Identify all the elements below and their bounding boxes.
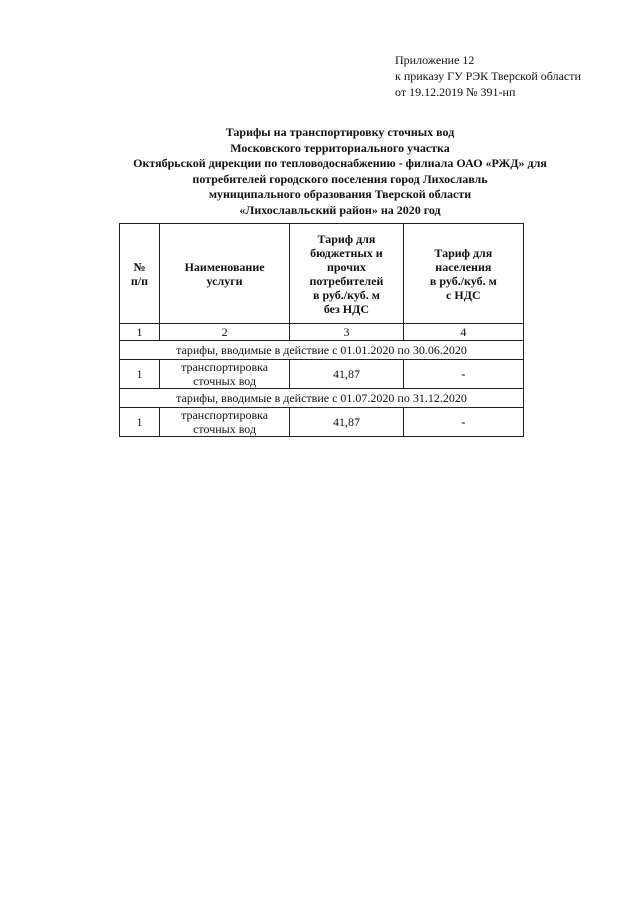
period-row [120, 389, 524, 408]
appendix-number: Приложение 12 [395, 53, 475, 67]
table-row [120, 360, 524, 389]
row-num: 1 [120, 408, 160, 437]
column-number-row [120, 324, 524, 341]
title-line-4: потребителей городского поселения город Лихославль [192, 171, 488, 186]
column-number: 4 [403, 324, 523, 341]
column-number: 1 [120, 324, 160, 341]
appendix-order: к приказу ГУ РЭК Тверской области [395, 69, 581, 83]
table-row [120, 408, 524, 437]
row-population-tariff: - [403, 408, 523, 437]
row-service: транспортировка сточных вод [159, 408, 289, 437]
title-line-3: Октябрьской дирекции по тепловодоснабжению - филиала ОАО «РЖД» для [133, 156, 547, 170]
appendix-reference [395, 52, 581, 100]
column-number: 3 [290, 324, 403, 341]
column-number: 2 [159, 324, 289, 341]
period-row [120, 341, 524, 360]
header-num: № п/п [120, 224, 160, 324]
appendix-date: от 19.12.2019 № 391-нп [395, 85, 516, 99]
title-line-1: Тарифы на транспортировку сточных вод [225, 125, 455, 139]
title-line-2: Московского территориального участка [230, 140, 450, 155]
row-service: транспортировка сточных вод [159, 360, 289, 389]
header-population-tariff: Тариф для населения в руб./куб. м с НДС [403, 224, 523, 324]
title-line-6: «Лихославльский район» на 2020 год [239, 202, 441, 217]
row-num: 1 [120, 360, 160, 389]
row-population-tariff: - [403, 360, 523, 389]
period-label: тарифы, вводимые в действие с 01.01.2020 по 30.06.2020 [120, 341, 524, 360]
period-label: тарифы, вводимые в действие с 01.07.2020 по 31.12.2020 [120, 389, 524, 408]
title-line-5: муниципального образования Тверской области [208, 187, 472, 201]
table-header-row [120, 224, 524, 324]
header-service: Наименование услуги [159, 224, 289, 324]
row-budget-tariff: 41,87 [290, 408, 403, 437]
row-budget-tariff: 41,87 [290, 360, 403, 389]
document-title [100, 125, 580, 218]
tariff-table [119, 223, 524, 437]
header-budget-tariff: Тариф для бюджетных и прочих потребителей в руб./куб. м без НДС [290, 224, 403, 324]
